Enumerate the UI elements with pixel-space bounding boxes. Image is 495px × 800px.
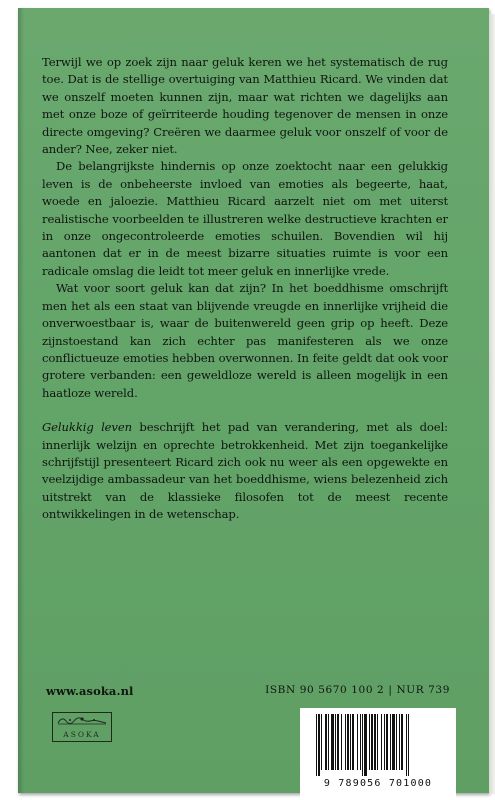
publisher-url: www.asoka.nl	[46, 684, 134, 698]
barcode-label	[300, 708, 456, 798]
isbn: ISBN 90 5670 100 2	[265, 684, 385, 696]
blurb-paragraph-1: Terwijl we op zoek zijn naar geluk keren we het systematisch de rug toe. Dat is de stellige overtuiging van Matthieu Ricard. We vinden dat we onszelf moeten kunnen zijn, maar wat richten we dagelijks aan met onze boze of geïrriteerde houding tegenover de mensen in onze directe omgeving? Creëren we daarmee geluk voor onszelf of voor de ander? Nee, zeker niet.	[42, 55, 448, 157]
barcode-digits: 9 789056 701000	[323, 778, 433, 789]
cover-footer	[46, 684, 450, 704]
page-edge	[489, 14, 495, 794]
isbn-line	[265, 684, 450, 696]
isbn-separator: |	[388, 684, 393, 696]
logo-text: ASOKA	[63, 730, 101, 739]
blurb-paragraph-4-text: beschrijft het pad van verandering, met als doel: innerlijk welzijn en oprechte betrokkenheid. Met zijn toegankelijke schrijfstijl presenteert Ricard zich ook nu weer als een opgewekte en veelzijdige ambassadeur van het boeddhisme, wiens belezenheid zich uitstrekt van de klassieke filosofen tot de meest recente ontwikkelingen in de wetenschap.	[42, 420, 448, 522]
blurb-paragraph-4	[42, 419, 448, 523]
blurb-text	[42, 54, 448, 524]
asoka-ornament-icon	[56, 715, 108, 726]
blurb-paragraph-3: Wat voor soort geluk kan dat zijn? In het boeddhisme omschrijft men het als een staat van blijvende vreugde en innerlijke vrijheid die onverwoestbaar is, waar de buitenwereld geen grip op heeft. Deze zijnstoestand kan zich echter pas manifesteren als we onze conflictueuze emoties hebben overwonnen. In feite geldt dat ook voor grotere verbanden: een geweldloze wereld is alleen mogelijk in een haatloze wereld.	[42, 281, 448, 400]
book-title-italic: Gelukkig leven	[42, 420, 133, 435]
publisher-logo	[52, 712, 112, 742]
ean-barcode-icon	[314, 714, 442, 776]
nur-code: NUR 739	[396, 684, 450, 696]
blurb-paragraph-2: De belangrijkste hindernis op onze zoektocht naar een gelukkig leven is de onbeheerste invloed van emoties als begeerte, haat, woede en jaloezie. Matthieu Ricard aarzelt niet om met uiterst realistische voorbeelden te illustreren welke destructieve krachten er in onze ongecontroleerde emoties schuilen. Bovendien wil hij aantonen dat er in de meest bizarre situaties ruimte is voor een radicale omslag die leidt tot meer geluk en innerlijke vrede.	[42, 159, 448, 278]
spine-shadow	[18, 8, 24, 793]
